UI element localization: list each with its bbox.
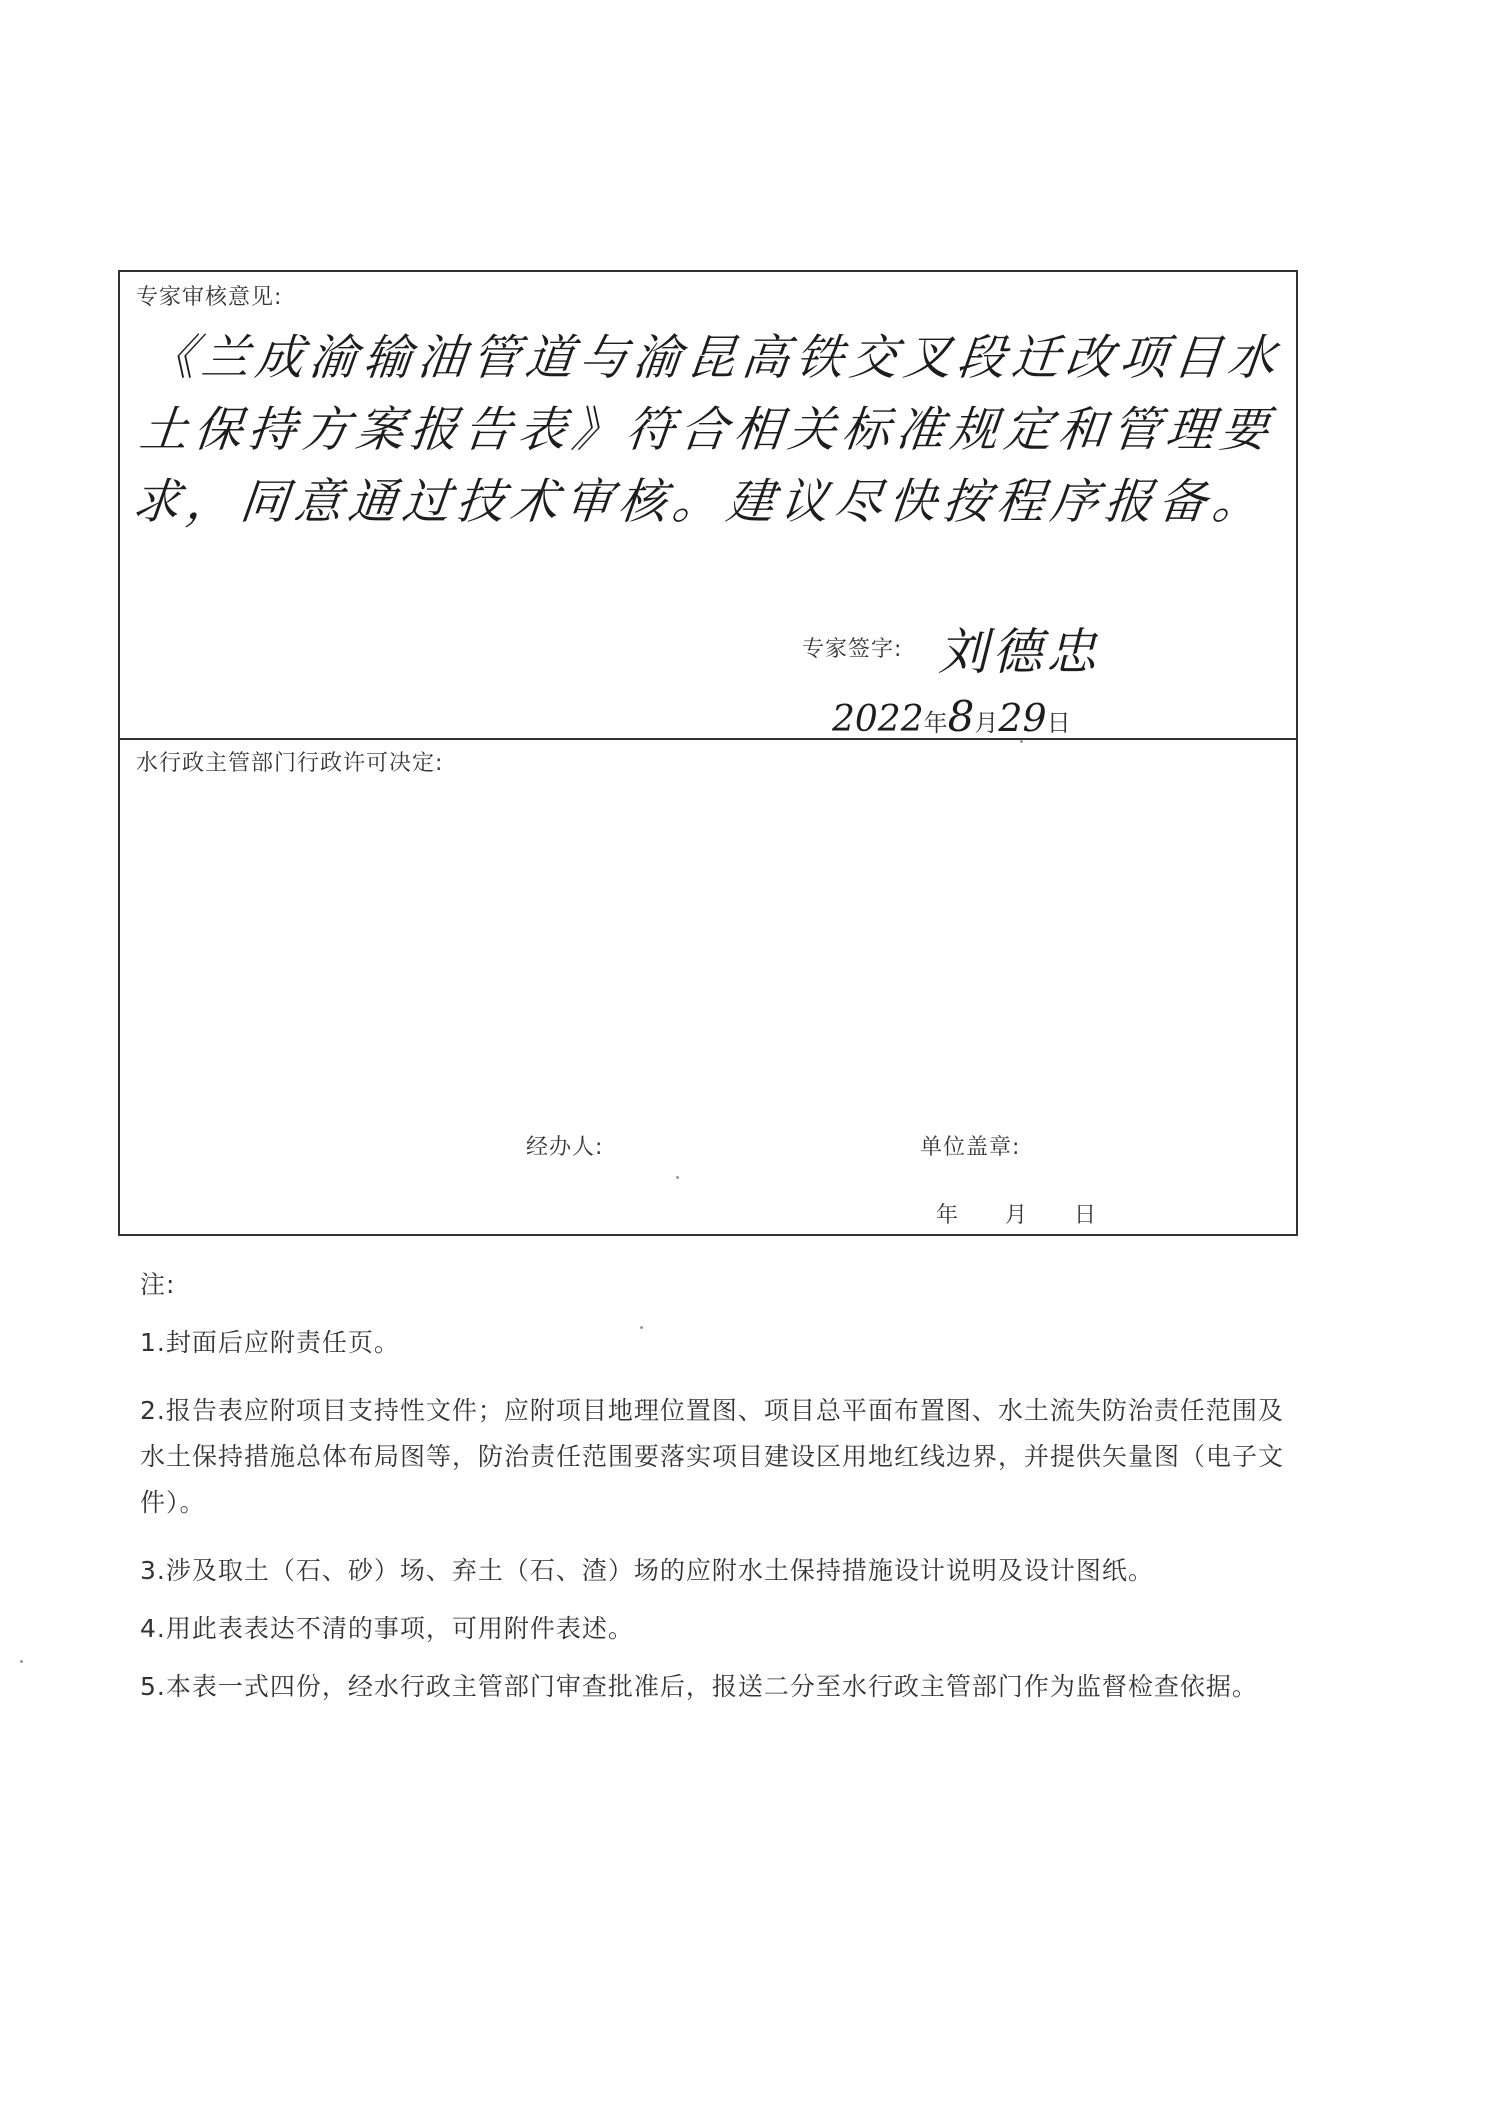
expert-signature: 刘德忠 bbox=[938, 623, 1100, 681]
note-item: 3.涉及取土（石、砂）场、弃土（石、渣）场的应附水土保持措施设计说明及设计图纸。 bbox=[140, 1556, 1154, 1585]
note-item: 2.报告表应附项目支持性文件；应附项目地理位置图、项目总平面布置图、水土流失防治责任范围及水土保持措施总体布局图等，防治责任范围要落实项目建设区用地红线边界，并提供矢量图（电子文件）。 bbox=[140, 1396, 1285, 1517]
scan-speck bbox=[640, 1326, 643, 1329]
expert-review-label: 专家审核意见: bbox=[136, 285, 283, 310]
permit-decision-label: 水行政主管部门行政许可决定: bbox=[136, 751, 444, 776]
handler-label: 经办人: bbox=[526, 1135, 604, 1160]
section-divider bbox=[120, 738, 1296, 740]
date-day: 29 bbox=[998, 696, 1047, 740]
unit-seal-label: 单位盖章: bbox=[920, 1135, 1021, 1160]
expert-signature-label: 专家签字: bbox=[802, 637, 903, 662]
date-year-char: 年 bbox=[923, 709, 948, 737]
date-day-char: 日 bbox=[1046, 709, 1071, 737]
date-month: 8 bbox=[947, 692, 975, 741]
notes-section bbox=[140, 1262, 1300, 1732]
review-form-table bbox=[118, 270, 1298, 1236]
note-item: 1.封面后应附责任页。 bbox=[140, 1328, 400, 1357]
permit-date-labels: 年 月 日 bbox=[936, 1203, 1098, 1228]
note-item: 5.本表一式四份，经水行政主管部门审查批准后，报送二分至水行政主管部门作为监督检查依据。 bbox=[140, 1672, 1258, 1701]
date-year: 2022 bbox=[832, 699, 924, 740]
expert-opinion-handwriting: 《兰成渝输油管道与渝昆高铁交叉段迁改项目水土保持方案报告表》符合相关标准规定和管理要求，同意通过技术审核。建议尽快按程序报备。 bbox=[129, 330, 1285, 530]
date-month-char: 月 bbox=[974, 709, 999, 737]
scan-speck bbox=[676, 1176, 679, 1179]
scan-speck bbox=[1020, 740, 1023, 743]
notes-title: 注: bbox=[140, 1270, 176, 1299]
expert-review-date bbox=[832, 692, 1071, 741]
scan-speck bbox=[20, 1660, 23, 1663]
note-item: 4.用此表表达不清的事项，可用附件表述。 bbox=[140, 1614, 634, 1643]
